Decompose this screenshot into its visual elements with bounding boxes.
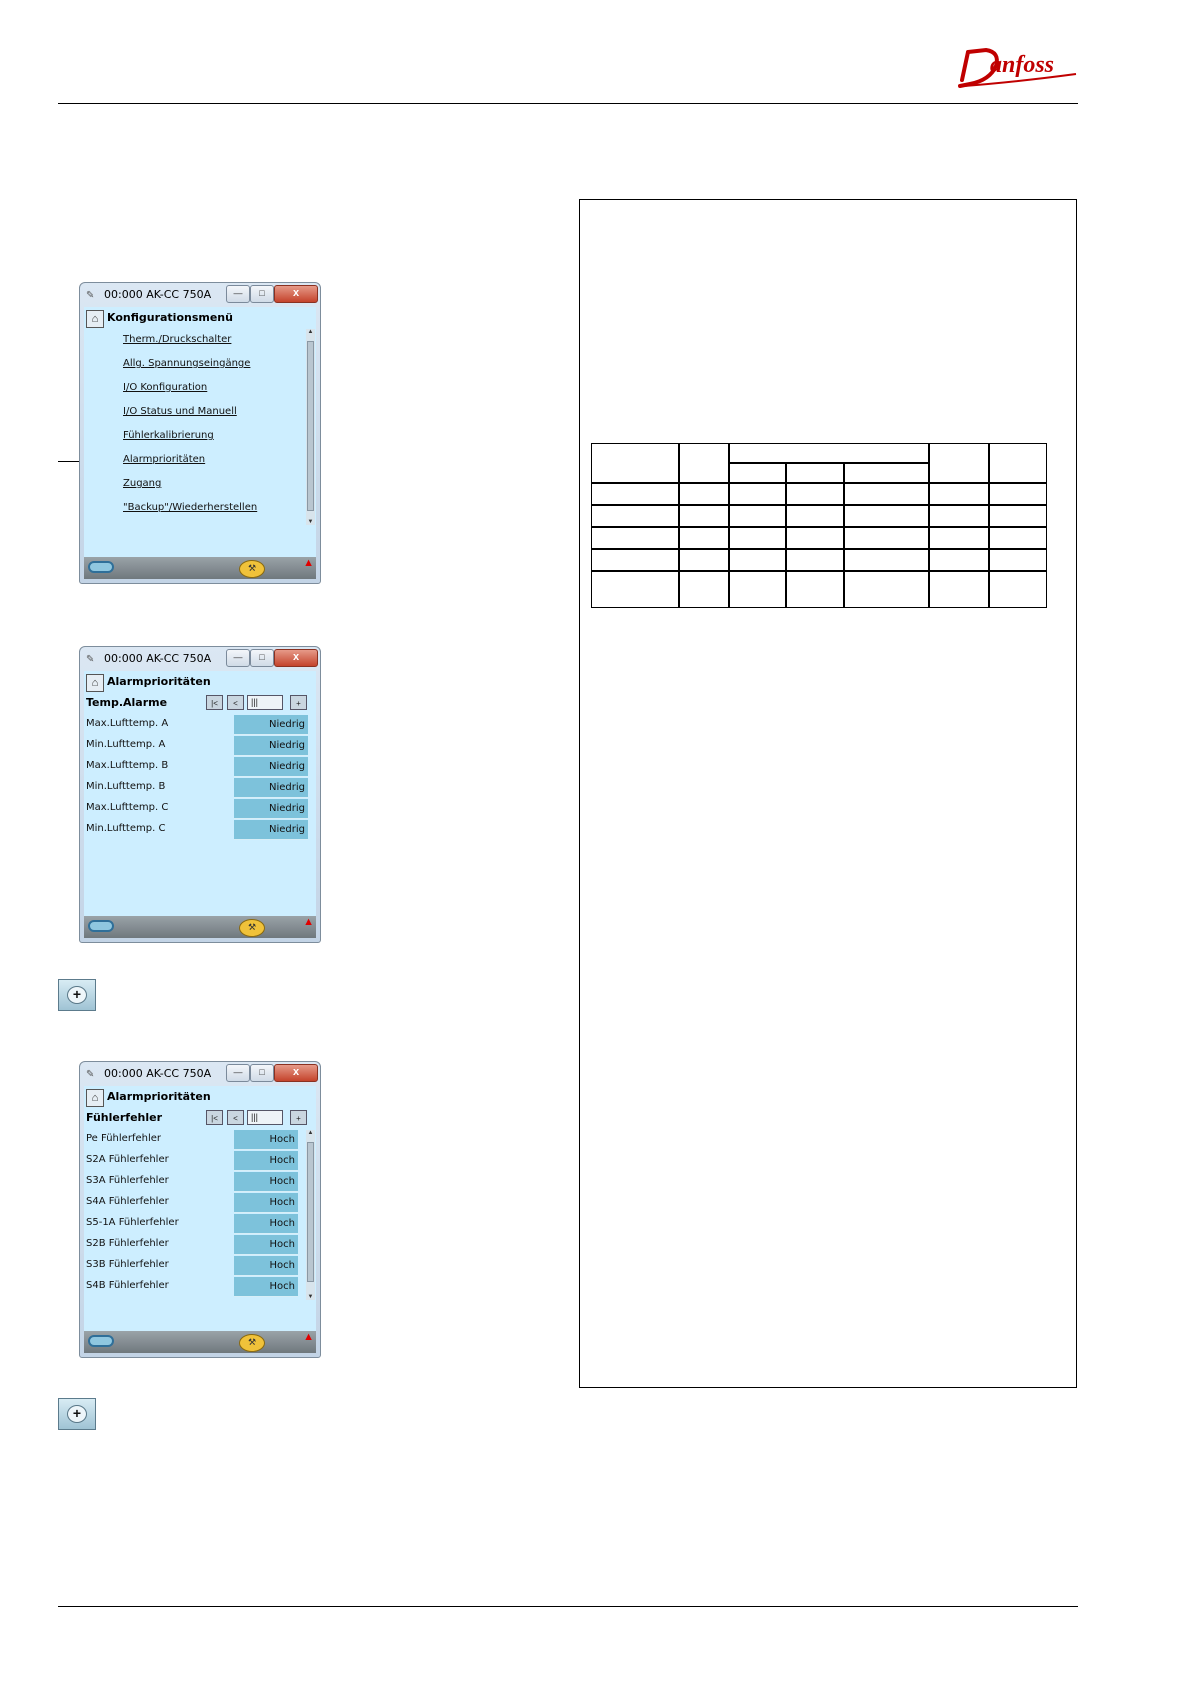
- app-icon: ✎: [86, 290, 95, 301]
- param-value[interactable]: Niedrig: [234, 778, 308, 798]
- table-cell: [929, 571, 989, 608]
- param-name: Max.Lufttemp. C: [86, 802, 169, 813]
- first-page-button[interactable]: |<: [206, 1110, 223, 1125]
- param-row: [84, 757, 316, 777]
- param-row: [84, 778, 316, 798]
- param-name: Pe Fühlerfehler: [86, 1133, 161, 1144]
- scroll-thumb[interactable]: [307, 1142, 314, 1282]
- table-cell: [786, 527, 844, 549]
- param-value[interactable]: Hoch: [234, 1214, 298, 1234]
- menu-item-backup[interactable]: "Backup"/Wiederherstellen: [123, 502, 258, 513]
- bottom-toolbar: [84, 916, 316, 938]
- plus-button-icon[interactable]: [58, 979, 96, 1011]
- table-cell: [679, 505, 729, 527]
- param-row: [84, 1277, 316, 1297]
- table-cell: [591, 527, 679, 549]
- table-cell: [844, 483, 929, 505]
- param-row: [84, 1193, 316, 1213]
- param-row: [84, 1256, 316, 1276]
- table-cell: [844, 527, 929, 549]
- param-value[interactable]: Hoch: [234, 1235, 298, 1255]
- scrollbar[interactable]: [306, 329, 315, 525]
- param-name: S2B Fühlerfehler: [86, 1238, 169, 1249]
- param-name: Max.Lufttemp. A: [86, 718, 169, 729]
- table-cell: [989, 527, 1047, 549]
- table-cell: [844, 505, 929, 527]
- table-cell: [729, 527, 786, 549]
- config-menu-window: [79, 282, 321, 584]
- wrench-icon[interactable]: ⚒: [239, 1334, 265, 1352]
- param-name: S3B Fühlerfehler: [86, 1259, 169, 1270]
- table-header-cell: [729, 443, 929, 463]
- scroll-down-icon[interactable]: ▼: [307, 519, 314, 525]
- network-icon[interactable]: [88, 1335, 114, 1347]
- svg-text:anfoss: anfoss: [990, 52, 1055, 78]
- bell-icon[interactable]: ▲: [303, 916, 314, 928]
- menu-item-io-status[interactable]: I/O Status und Manuell: [123, 406, 237, 417]
- param-row: [84, 1172, 316, 1192]
- empty-table: [591, 443, 1047, 608]
- window-client-area: [84, 671, 316, 938]
- table-header-cell: [786, 463, 844, 483]
- param-row: [84, 715, 316, 735]
- param-value[interactable]: Hoch: [234, 1256, 298, 1276]
- param-value[interactable]: Hoch: [234, 1193, 298, 1213]
- table-cell: [679, 483, 729, 505]
- title-bar: [80, 283, 320, 307]
- param-name: Min.Lufttemp. B: [86, 781, 166, 792]
- param-row: [84, 799, 316, 819]
- plus-glyph: +: [67, 1405, 87, 1423]
- table-cell: [786, 505, 844, 527]
- table-header-cell: [929, 443, 989, 483]
- table-cell: [591, 549, 679, 571]
- param-name: Min.Lufttemp. C: [86, 823, 166, 834]
- param-name: S4A Fühlerfehler: [86, 1196, 169, 1207]
- home-icon[interactable]: ⌂: [86, 1089, 104, 1107]
- wrench-icon[interactable]: ⚒: [239, 919, 265, 937]
- param-row: [84, 1214, 316, 1234]
- table-cell: [729, 483, 786, 505]
- alarm-priorities-sensor-window: [79, 1061, 321, 1358]
- param-name: S4B Fühlerfehler: [86, 1280, 169, 1291]
- bell-icon[interactable]: ▲: [303, 557, 314, 569]
- table-cell: [786, 571, 844, 608]
- menu-item-io-konfiguration[interactable]: I/O Konfiguration: [123, 382, 208, 393]
- param-value[interactable]: Hoch: [234, 1151, 298, 1171]
- prev-page-button[interactable]: <: [227, 695, 244, 710]
- table-header-cell: [989, 443, 1047, 483]
- param-value[interactable]: Niedrig: [234, 736, 308, 756]
- maximize-button[interactable]: □: [250, 285, 274, 303]
- app-icon: ✎: [86, 654, 95, 665]
- menu-item-zugang[interactable]: Zugang: [123, 478, 162, 489]
- menu-item-alarmprioritaeten[interactable]: Alarmprioritäten: [123, 454, 206, 465]
- maximize-button[interactable]: □: [250, 649, 274, 667]
- minimize-button[interactable]: —: [226, 285, 250, 303]
- table-cell: [989, 549, 1047, 571]
- table-cell: [844, 571, 929, 608]
- bell-icon[interactable]: ▲: [303, 1331, 314, 1343]
- table-header-cell: [591, 443, 679, 483]
- param-name: Max.Lufttemp. B: [86, 760, 169, 771]
- first-page-button[interactable]: |<: [206, 695, 223, 710]
- menu-item-fuehlerkalibrierung[interactable]: Fühlerkalibrierung: [123, 430, 214, 441]
- param-value[interactable]: Niedrig: [234, 799, 308, 819]
- wrench-icon[interactable]: ⚒: [239, 560, 265, 578]
- table-cell: [786, 549, 844, 571]
- param-value[interactable]: Niedrig: [234, 820, 308, 840]
- menu-item-spannungseingaenge[interactable]: Allg. Spannungseingänge: [123, 358, 251, 369]
- scroll-up-icon[interactable]: ▲: [307, 329, 314, 335]
- network-icon[interactable]: [88, 561, 114, 573]
- param-row: [84, 1130, 316, 1150]
- prev-page-button[interactable]: <: [227, 1110, 244, 1125]
- minimize-button[interactable]: —: [226, 1064, 250, 1082]
- scroll-thumb[interactable]: [307, 341, 314, 511]
- table-cell: [679, 571, 729, 608]
- table-cell: [929, 505, 989, 527]
- param-name: S2A Fühlerfehler: [86, 1154, 169, 1165]
- plus-button-icon[interactable]: [58, 1398, 96, 1430]
- table-cell: [929, 527, 989, 549]
- param-value[interactable]: Niedrig: [234, 715, 308, 735]
- header-rule: [58, 103, 1078, 104]
- table-header-cell: [729, 463, 786, 483]
- app-icon: ✎: [86, 1069, 95, 1080]
- next-page-button[interactable]: +: [290, 695, 307, 710]
- param-name: S3A Fühlerfehler: [86, 1175, 169, 1186]
- menu-item-therm-druckschalter[interactable]: Therm./Druckschalter: [123, 334, 232, 345]
- param-value[interactable]: Hoch: [234, 1172, 298, 1192]
- home-icon[interactable]: ⌂: [86, 674, 104, 692]
- scroll-up-icon[interactable]: ▲: [307, 1130, 314, 1136]
- footer-rule: [58, 1606, 1078, 1607]
- info-panel: [579, 199, 1077, 1388]
- table-cell: [729, 549, 786, 571]
- scrollbar[interactable]: [306, 1130, 315, 1300]
- title-bar: [80, 1062, 320, 1086]
- bottom-toolbar: [84, 1331, 316, 1353]
- table-cell: [591, 571, 679, 608]
- bottom-toolbar: [84, 557, 316, 579]
- table-cell: [844, 549, 929, 571]
- param-row: [84, 736, 316, 756]
- maximize-button[interactable]: □: [250, 1064, 274, 1082]
- param-row: [84, 1151, 316, 1171]
- param-name: S5-1A Fühlerfehler: [86, 1217, 179, 1228]
- table-cell: [591, 483, 679, 505]
- param-row: [84, 1235, 316, 1255]
- screen-title: Alarmprioritäten: [107, 1090, 211, 1103]
- table-header-cell: [679, 443, 729, 483]
- minimize-button[interactable]: —: [226, 649, 250, 667]
- table-cell: [729, 505, 786, 527]
- param-value[interactable]: Hoch: [234, 1277, 298, 1297]
- title-bar: [80, 647, 320, 671]
- network-icon[interactable]: [88, 920, 114, 932]
- screen-title: Konfigurationsmenü: [107, 311, 233, 324]
- window-title: 00:000 AK-CC 750A: [104, 1067, 212, 1080]
- table-cell: [989, 483, 1047, 505]
- close-button[interactable]: x: [274, 649, 318, 667]
- screen-title: Alarmprioritäten: [107, 675, 211, 688]
- table-cell: [591, 505, 679, 527]
- param-row: [84, 820, 316, 840]
- page-slider[interactable]: |||: [247, 695, 283, 710]
- table-cell: [679, 527, 729, 549]
- page-slider[interactable]: |||: [247, 1110, 283, 1125]
- param-value[interactable]: Niedrig: [234, 757, 308, 777]
- table-cell: [929, 549, 989, 571]
- plus-glyph: +: [67, 986, 87, 1004]
- danfoss-logo: [956, 44, 1082, 92]
- table-cell: [786, 483, 844, 505]
- table-cell: [679, 549, 729, 571]
- next-page-button[interactable]: +: [290, 1110, 307, 1125]
- home-icon[interactable]: ⌂: [86, 310, 104, 328]
- section-title: Temp.Alarme: [86, 696, 168, 709]
- table-header-cell: [844, 463, 929, 483]
- window-client-area: [84, 307, 316, 579]
- close-button[interactable]: x: [274, 1064, 318, 1082]
- table-cell: [729, 571, 786, 608]
- window-client-area: [84, 1086, 316, 1353]
- param-value[interactable]: Hoch: [234, 1130, 298, 1150]
- scroll-down-icon[interactable]: ▼: [307, 1294, 314, 1300]
- table-cell: [989, 505, 1047, 527]
- table-cell: [989, 571, 1047, 608]
- window-title: 00:000 AK-CC 750A: [104, 652, 212, 665]
- alarm-priorities-temp-window: [79, 646, 321, 943]
- table-cell: [929, 483, 989, 505]
- param-name: Min.Lufttemp. A: [86, 739, 166, 750]
- close-button[interactable]: x: [274, 285, 318, 303]
- window-title: 00:000 AK-CC 750A: [104, 288, 212, 301]
- section-title: Fühlerfehler: [86, 1111, 163, 1124]
